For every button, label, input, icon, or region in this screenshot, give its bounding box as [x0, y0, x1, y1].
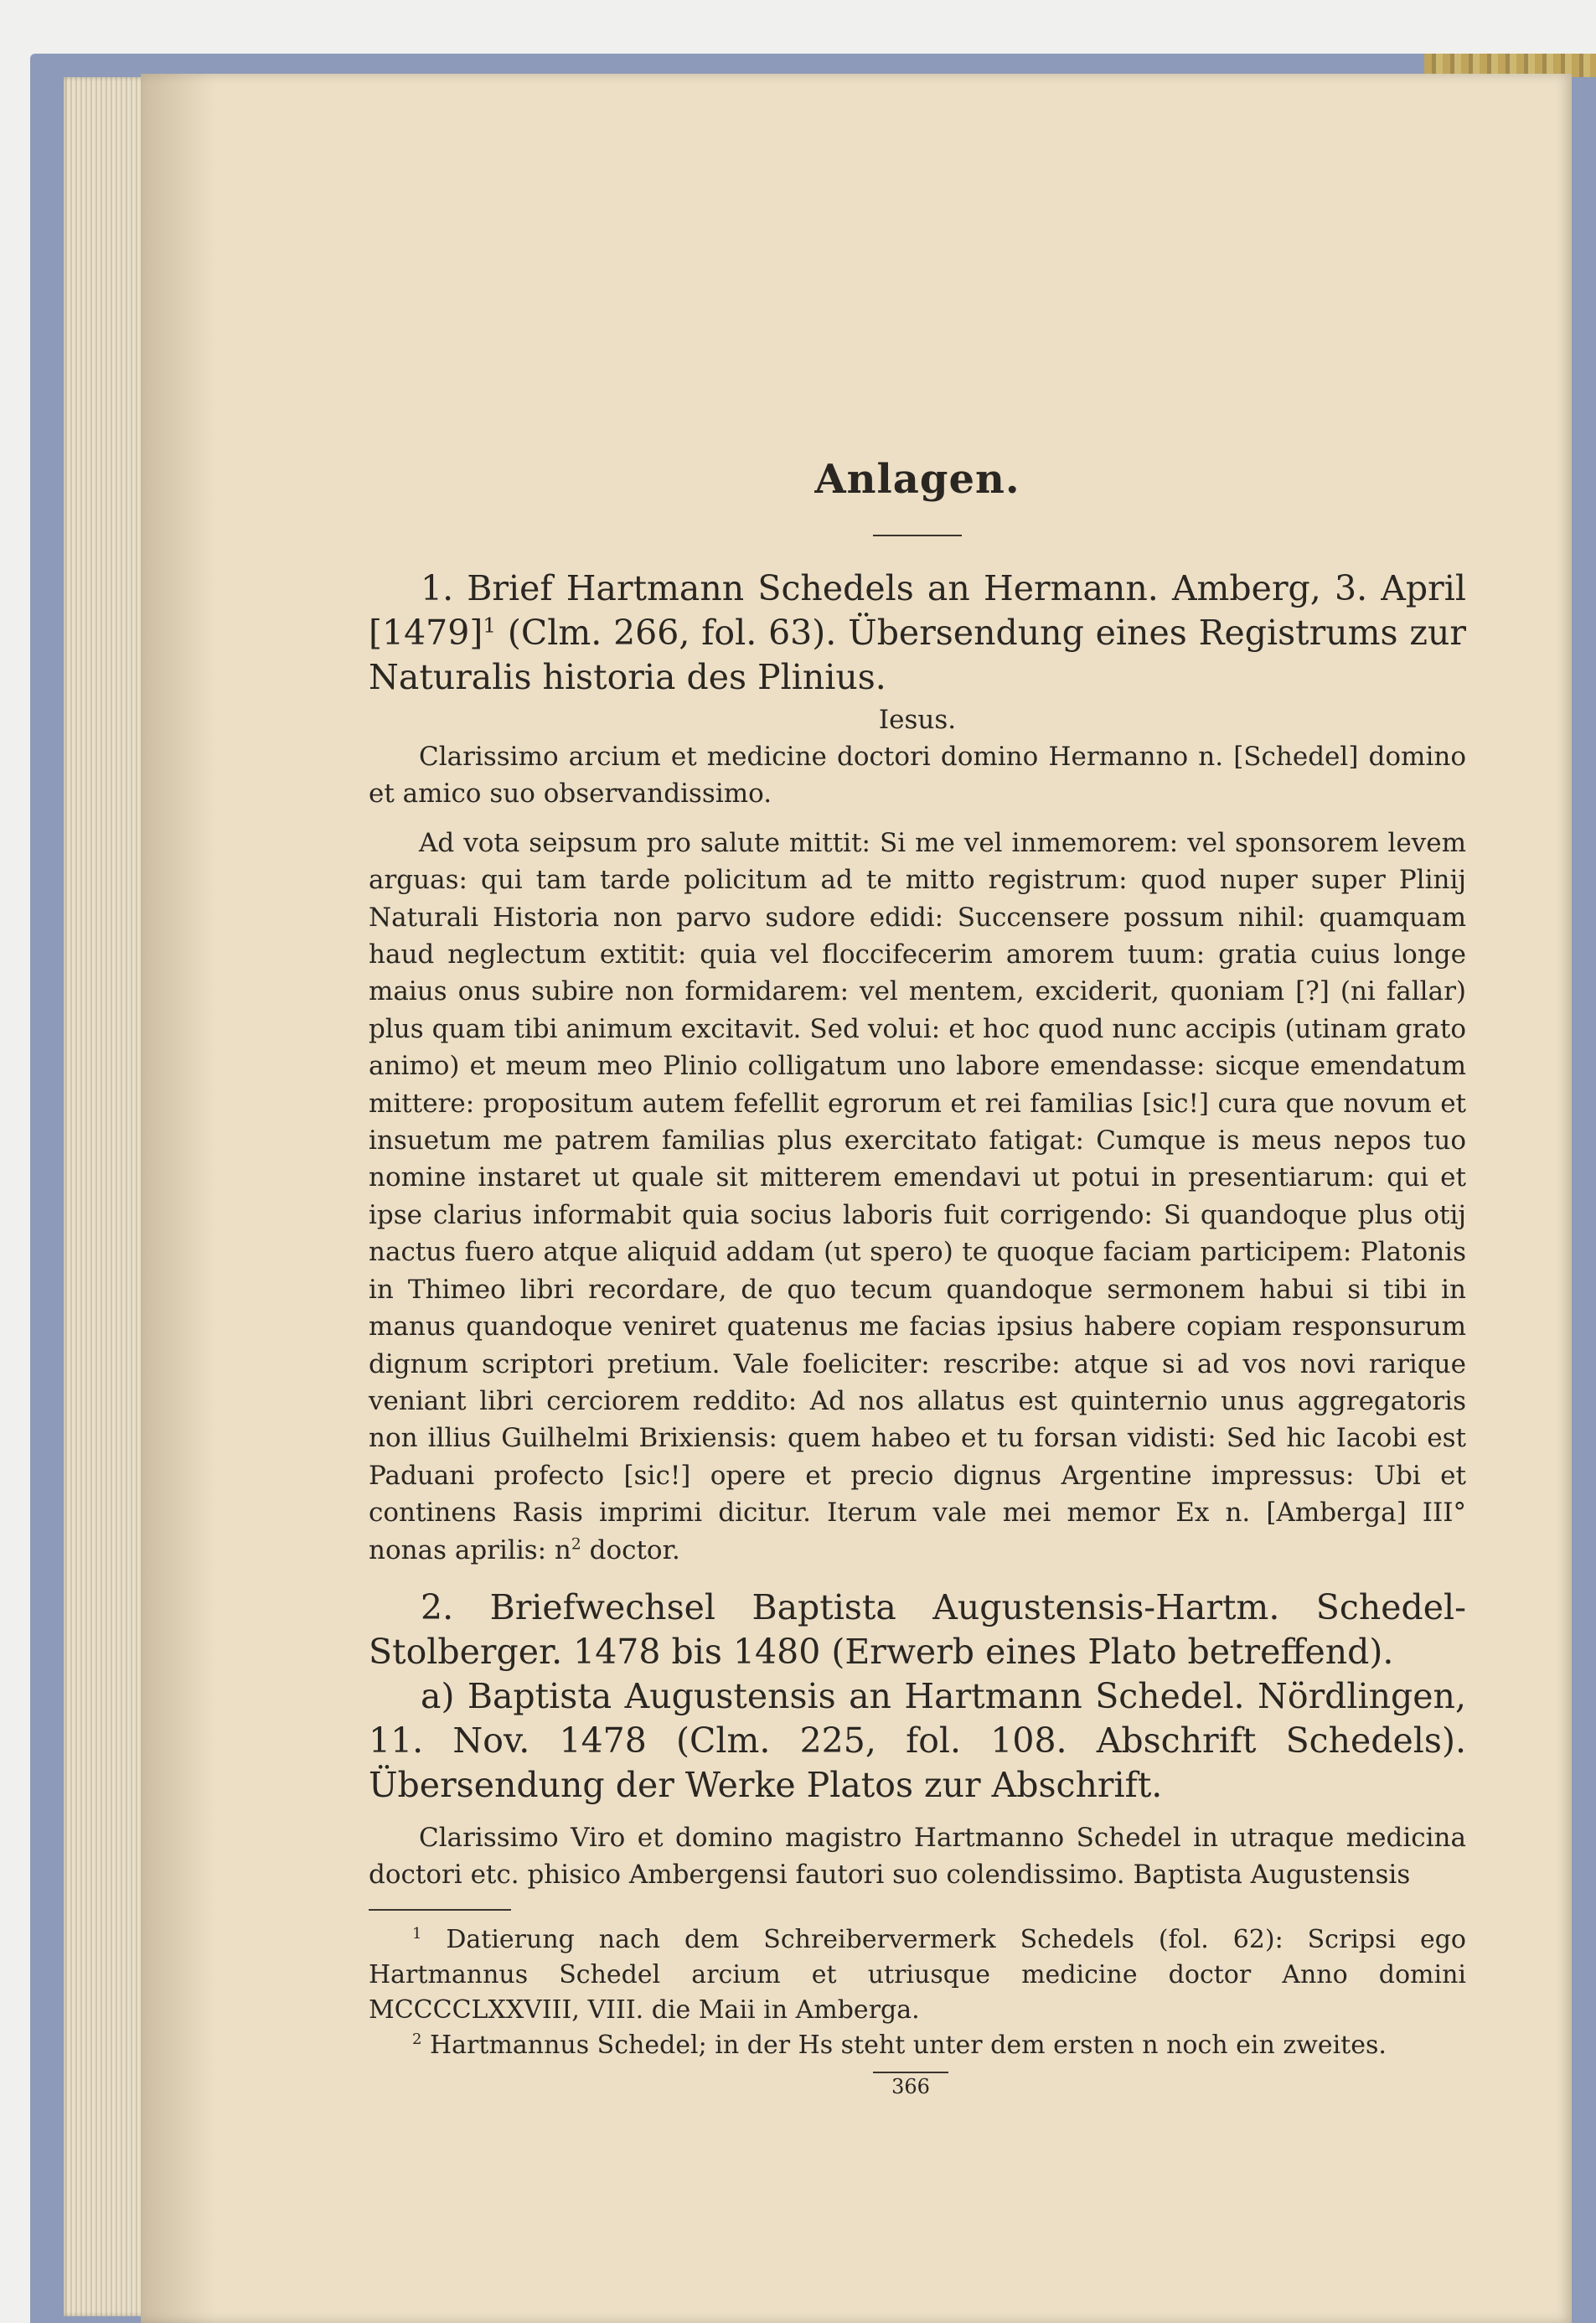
footnote-1-text: Datierung nach dem Schreibervermerk Schedels (fol. 62): Scripsi ego Hartmannus Schedel arcium et utriusque medicine doctor Anno domini MCCCCLXXVIII, VIII. die Maii in Amberga.: [369, 1924, 1466, 2025]
footnote-2: [369, 2028, 1466, 2063]
footnote-1-num: 1: [412, 1924, 422, 1943]
letter-1-body: [369, 825, 1466, 1569]
footnote-2-text: Hartmannus Schedel; in der Hs steht unter dem ersten n noch ein zweites.: [430, 2030, 1387, 2060]
letter-1-text: Ad vota seipsum pro salute mittit: Si me vel inmemorem: vel sponsorem levem arguas: qui tam tarde policitum ad te mitto registrum: quod nuper super Plinij Naturali Historia non parvo sudore edidi: Succensere possum nihil: quamquam haud neglectum extitit: quia vel floccifecerim amorem tuum: gratia cuius longe maius onus subire non formidarem: vel mentem, exciderit, quoniam [?] (ni fallar) plus quam tibi animum excitavit. Sed volui: et hoc quod nunc accipis (utinam grato animo) et meum meo Plinio colligatum uno labore emendasse: sicque emendatum mittere: propositum autem fefellit egrorum et rei familias [sic!] cura que novum et insuetum me patrem familias plus exercitato fatigat: Cumque is meus nepos tuo nomine instaret ut quale sit mitterem emendavi ut potui in presentiarum: qui et ipse clarius informabit quia socius laboris fuit corrigendo: Si quandoque plus otij nactus fuero atque aliquid addam (ut spero) te quoque faciam participem: Platonis in Thimeo libri recordare, de quo tecum quandoque sermonem habui si tibi in manus quandoque veniret quatenus me facias ipsius habere copiam responsurum dignum scriptori pretium. Vale foeliciter: rescribe: atque si ad vos novi rarique veniant libri cerciorem reddito: Ad nos allatus est quinternio unus aggregatoris non illius Guilhelmi Brixiensis: quem habeo et tu forsan vidisti: Sed hic Iacobi est Paduani profecto [sic!] opere et precio dignus Argentine impressus: Ubi et continens Rasis imprimi dicitur. Iterum vale mei memor Ex n. [Amberga] III° nonas aprilis: n: [369, 827, 1466, 1565]
footnote-1: [369, 1922, 1466, 2028]
footnote-2-num: 2: [412, 2030, 422, 2048]
footnote-ref-2: 2: [571, 1535, 581, 1554]
letter-2a-address: Clarissimo Viro et domino magistro Hartmanno Schedel in utraque medicina doctori etc. phisico Ambergensi fautori suo colendissimo. Baptista Augustensis: [369, 1822, 1466, 1891]
page-title: Anlagen.: [814, 456, 1020, 503]
invocation: Iesus.: [878, 705, 957, 735]
section-1-title-rest: (Clm. 266, fol. 63). Übersendung eines Registrums zur Naturalis historia des Plinius.: [369, 613, 1466, 697]
spacer: [369, 1808, 1466, 1819]
footnote-ref-1: 1: [483, 613, 496, 638]
page-content: [369, 436, 1466, 2063]
page-number: 366: [873, 2072, 948, 2098]
section-1-title-text: 1. Brief Hartmann Schedels an Hermann. Amberg, 3. April [1479]: [369, 568, 1466, 653]
title-rule: [873, 535, 962, 536]
letter-1-closing: doctor.: [581, 1534, 680, 1565]
footnote-rule: [369, 1909, 511, 1911]
section-2a-title: a) Baptista Augustensis an Hartmann Schedel. Nördlingen, 11. Nov. 1478 (Clm. 225, fol. 108. Abschrift Schedels). Übersendung der Werke Platos zur Abschrift.: [369, 1675, 1466, 1805]
section-2-title: 2. Briefwechsel Baptista Augustensis-Hartm. Schedel-Stolberger. 1478 bis 1480 (Erwerb eines Plato betreffend).: [369, 1586, 1466, 1672]
section-1-title: [369, 567, 1466, 700]
page-gutter: [141, 74, 216, 2323]
spacer: [369, 813, 1466, 825]
letter-1-address: Clarissimo arcium et medicine doctori domino Hermanno n. [Schedel] domino et amico suo observandissimo.: [369, 742, 1466, 810]
spacer: [369, 1569, 1466, 1586]
